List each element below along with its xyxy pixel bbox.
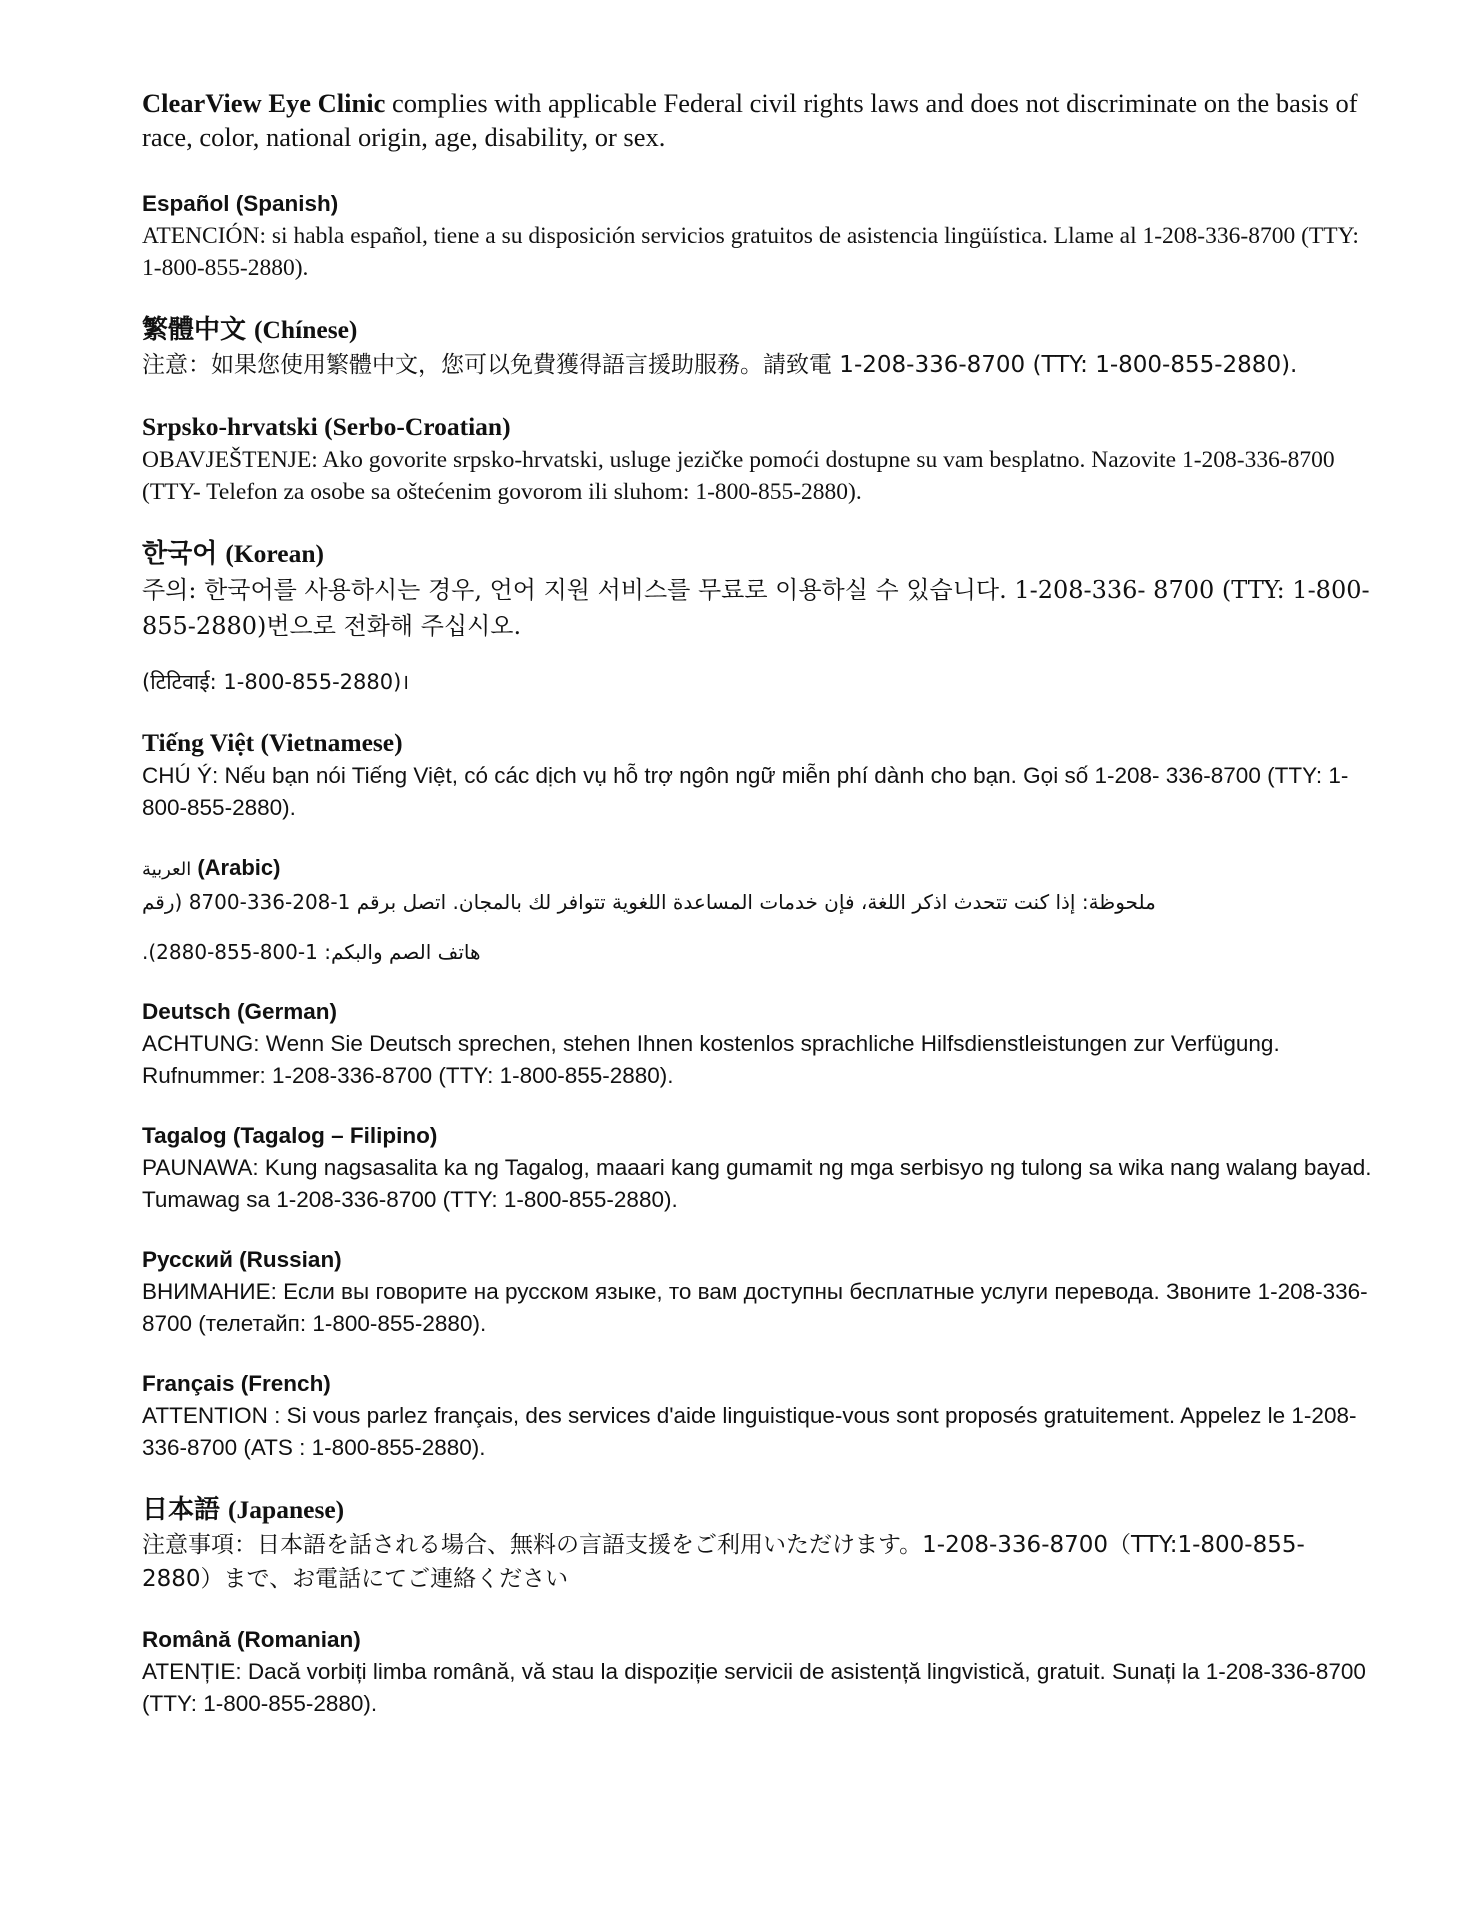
section-serbo-croatian bbox=[142, 410, 1372, 508]
heading-native: 한국어 bbox=[142, 539, 218, 569]
section-body: 주의: 한국어를 사용하시는 경우, 언어 지원 서비스를 무료로 이용하실 수 있습니다. 1-208-336- 8700 (TTY: 1-800-855-2880)번으로 전화해 주십시오. bbox=[142, 576, 1370, 640]
nondiscrimination-statement bbox=[142, 86, 1372, 154]
section-heading: Srpsko-hrvatski (Serbo-Croatian) bbox=[142, 412, 511, 441]
section-japanese bbox=[142, 1492, 1372, 1596]
section-vietnamese bbox=[142, 726, 1372, 824]
section-heading bbox=[142, 852, 1372, 886]
heading-english: (Arabic) bbox=[197, 855, 281, 880]
section-romanian bbox=[142, 1624, 1372, 1720]
section-body: OBAVJEŠTENJE: Ako govorite srpsko-hrvatski, usluge jezičke pomoći dostupne su vam besplatno. Nazovite 1-208-336-8700 (TTY- Telefon za osobe sa oštećenim govorom ili sluhom: 1-800-855-2880). bbox=[142, 447, 1335, 505]
section-body: ATENCIÓN: si habla español, tiene a su disposición servicios gratuitos de asistencia lingüística. Llame al 1-208-336-8700 (TTY: 1-800-855-2880). bbox=[142, 223, 1359, 281]
section-heading bbox=[142, 1492, 1372, 1528]
section-body: ВНИМАНИЕ: Если вы говорите на русском языке, то вам доступны бесплатные услуги перевода. Звоните 1-208-336-8700 (телетайп: 1-800-855-2880). bbox=[142, 1279, 1368, 1336]
section-body-line-1: ملحوظة: إذا كنت تتحدث اذكر اللغة، فإن خدمات المساعدة اللغوية تتوافر لك بالمجان. اتصل برقم 1-208-336-8700 (رقم bbox=[142, 890, 1156, 914]
section-tagalog bbox=[142, 1120, 1372, 1216]
heading-native: 繁體中文 bbox=[142, 315, 247, 345]
heading-native: العربية bbox=[142, 859, 192, 880]
section-heading bbox=[142, 312, 1372, 348]
section-spanish bbox=[142, 188, 1372, 284]
section-heading: Română (Romanian) bbox=[142, 1627, 361, 1652]
heading-english: (Japanese) bbox=[228, 1495, 345, 1524]
language-assistance-notice bbox=[142, 86, 1372, 1748]
clinic-name: ClearView Eye Clinic bbox=[142, 88, 386, 118]
section-body: ATENȚIE: Dacă vorbiți limba română, vă stau la dispoziție servicii de asistență lingvistică, gratuit. Sunați la 1-208-336-8700 (TTY: 1-800-855-2880). bbox=[142, 1659, 1366, 1716]
section-body: 注意事項：日本語を話される場合、無料の言語支援をご利用いただけます。1-208-336-8700（TTY:1-800-855-2880）まで、お電話にてご連絡ください bbox=[142, 1532, 1305, 1592]
section-body: ACHTUNG: Wenn Sie Deutsch sprechen, stehen Ihnen kostenlos sprachliche Hilfsdienstleistungen zur Verfügung. Rufnummer: 1-208-336-8700 (TTY: 1-800-855-2880). bbox=[142, 1031, 1280, 1088]
section-body: ATTENTION : Si vous parlez français, des services d'aide linguistique-vous sont proposés gratuitement. Appelez le 1-208-336-8700 (ATS : 1-800-855-2880). bbox=[142, 1403, 1357, 1460]
section-korean bbox=[142, 536, 1372, 644]
section-heading: Русский (Russian) bbox=[142, 1247, 342, 1272]
section-heading: Español (Spanish) bbox=[142, 191, 339, 216]
section-body-line-2: هاتف الصم والبكم: 1-800-855-2880). bbox=[142, 940, 481, 964]
section-arabic bbox=[142, 852, 1372, 968]
tty-fragment: (टिटिवाई: 1-800-855-2880)। bbox=[142, 670, 410, 694]
section-body: PAUNAWA: Kung nagsasalita ka ng Tagalog, maaari kang gumamit ng mga serbisyo ng tulong sa wika nang walang bayad. Tumawag sa 1-208-336-8700 (TTY: 1-800-855-2880). bbox=[142, 1155, 1372, 1212]
heading-english: (Chínese) bbox=[254, 315, 358, 344]
heading-native: 日本語 bbox=[142, 1495, 221, 1525]
section-heading: Français (French) bbox=[142, 1371, 331, 1396]
section-body: 注意：如果您使用繁體中文，您可以免費獲得語言援助服務。請致電 1-208-336-8700 (TTY: 1-800-855-2880). bbox=[142, 352, 1298, 378]
section-heading: Deutsch (German) bbox=[142, 999, 338, 1024]
section-heading: Tagalog (Tagalog – Filipino) bbox=[142, 1123, 438, 1148]
section-french bbox=[142, 1368, 1372, 1464]
section-heading: Tiếng Việt (Vietnamese) bbox=[142, 728, 403, 757]
section-body: CHÚ Ý: Nếu bạn nói Tiếng Việt, có các dịch vụ hỗ trợ ngôn ngữ miễn phí dành cho bạn. Gọi số 1-208- 336-8700 (TTY: 1-800-855-2880). bbox=[142, 763, 1349, 820]
heading-english: (Korean) bbox=[225, 539, 325, 568]
nondiscrimination-text: complies with applicable Federal civil rights laws and does not discriminate on the basis of race, color, national origin, age, disability, or sex. bbox=[142, 88, 1358, 152]
section-heading bbox=[142, 536, 1372, 572]
section-russian bbox=[142, 1244, 1372, 1340]
section-chinese bbox=[142, 312, 1372, 382]
section-german bbox=[142, 996, 1372, 1092]
